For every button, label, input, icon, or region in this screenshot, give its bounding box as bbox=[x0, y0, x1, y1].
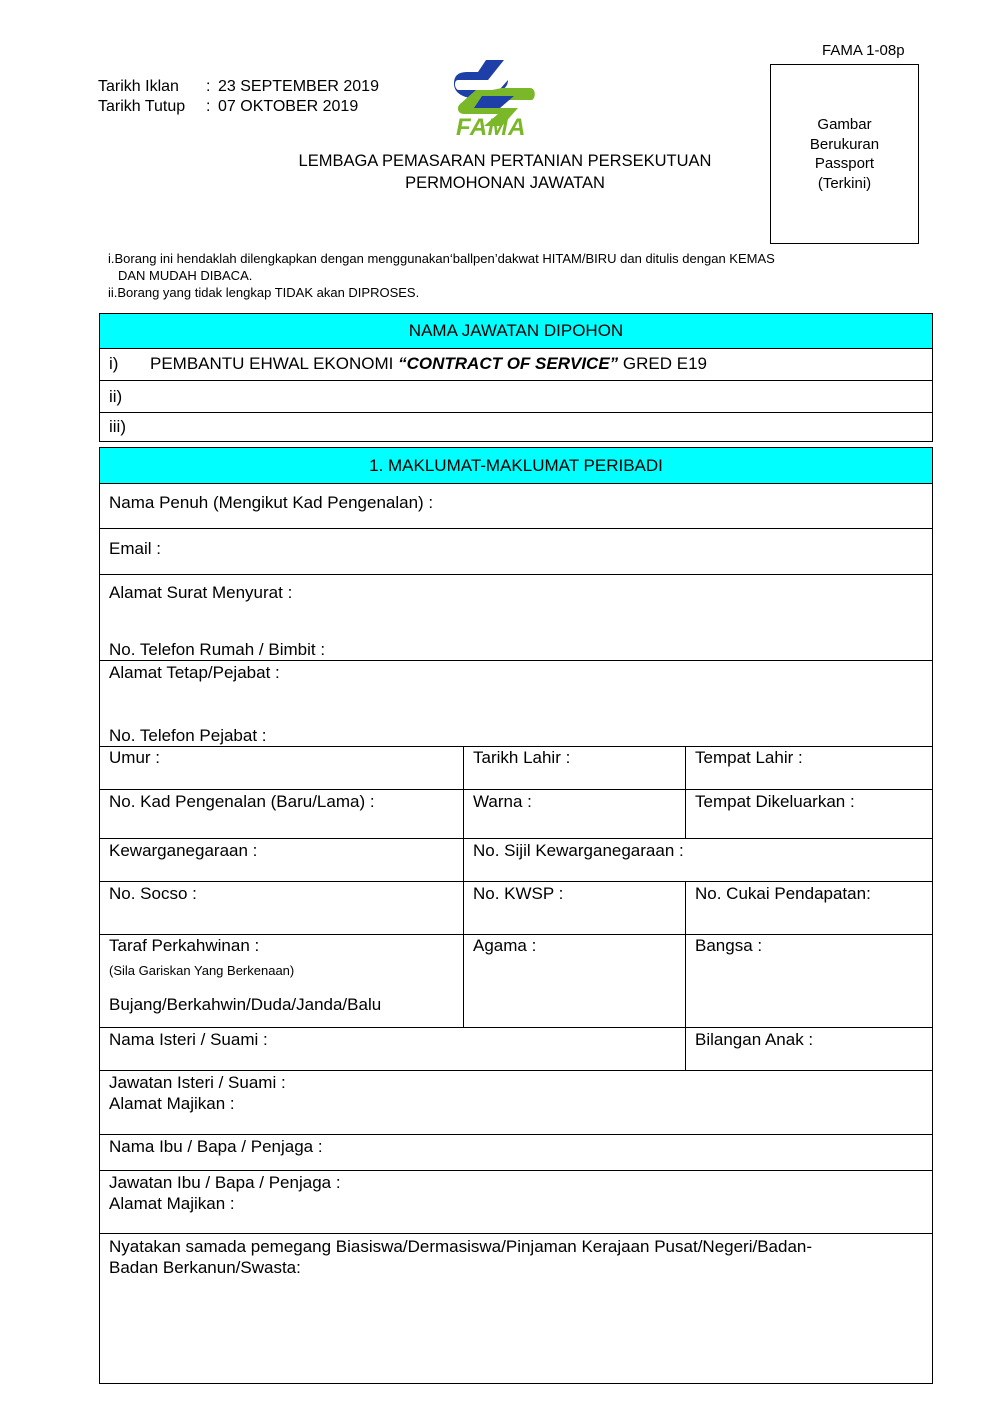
spouse-row bbox=[100, 1028, 932, 1071]
ic-color-label: Warna : bbox=[473, 792, 532, 811]
socso-row bbox=[100, 882, 932, 935]
full-name-field[interactable] bbox=[100, 483, 932, 529]
ad-date-label: Tarikh Iklan bbox=[98, 78, 179, 95]
spouse-job-field[interactable] bbox=[100, 1071, 932, 1135]
age-label: Umur : bbox=[109, 748, 160, 767]
form-code: FAMA 1-08p bbox=[822, 42, 905, 59]
instructions bbox=[108, 250, 908, 301]
scholarship-line-1: Nyatakan samada pemegang Biasiswa/Dermasiswa/Pinjaman Kerajaan Pusat/Negeri/Badan- bbox=[109, 1237, 813, 1256]
parent-job-label: Jawatan Ibu / Bapa / Penjaga : bbox=[109, 1173, 341, 1192]
email-label: Email : bbox=[109, 539, 161, 558]
mail-address-field[interactable] bbox=[100, 575, 932, 661]
position-row-3[interactable] bbox=[100, 413, 932, 441]
marital-row bbox=[100, 935, 932, 1028]
full-name-label: Nama Penuh (Mengikut Kad Pengenalan) : bbox=[109, 493, 434, 512]
marital-label: Taraf Perkahwinan : bbox=[109, 936, 260, 955]
instruction-1-cont: DAN MUDAH DIBACA. bbox=[118, 268, 253, 283]
passport-photo-box[interactable] bbox=[770, 64, 919, 244]
form-title: PERMOHONAN JAWATAN bbox=[405, 174, 605, 192]
parent-employer-label: Alamat Majikan : bbox=[109, 1194, 235, 1213]
ic-number-label: No. Kad Pengenalan (Baru/Lama) : bbox=[109, 792, 375, 811]
spouse-job-label: Jawatan Isteri / Suami : bbox=[109, 1073, 286, 1092]
children-label: Bilangan Anak : bbox=[695, 1030, 814, 1049]
scholarship-field[interactable] bbox=[100, 1234, 932, 1383]
religion-label: Agama : bbox=[473, 936, 537, 955]
org-name: LEMBAGA PEMASARAN PERTANIAN PERSEKUTUAN bbox=[298, 152, 712, 170]
position-table-header bbox=[100, 314, 932, 349]
photo-line-4: (Terkini) bbox=[817, 174, 872, 192]
column-divider-1b bbox=[463, 882, 464, 1028]
position-row-3-number: iii) bbox=[109, 417, 126, 436]
ad-date-row bbox=[98, 77, 379, 97]
column-divider-2b bbox=[685, 882, 686, 1071]
org-heading bbox=[230, 150, 780, 194]
close-date-separator: : bbox=[206, 98, 211, 115]
citizenship-label: Kewarganegaraan : bbox=[109, 841, 258, 860]
position-row-1-text-b: GRED E19 bbox=[618, 354, 707, 373]
close-date-value: 07 OKTOBER 2019 bbox=[218, 98, 359, 115]
kwsp-label: No. KWSP : bbox=[473, 884, 564, 903]
permanent-address-label: Alamat Tetap/Pejabat : bbox=[109, 663, 280, 682]
spouse-employer-label: Alamat Majikan : bbox=[109, 1094, 235, 1113]
ic-row bbox=[100, 790, 932, 839]
position-row-1[interactable] bbox=[100, 348, 932, 381]
marital-hint: (Sila Gariskan Yang Berkenaan) bbox=[109, 963, 295, 978]
photo-line-3: Passport bbox=[814, 155, 875, 172]
birthplace-label: Tempat Lahir : bbox=[695, 748, 803, 767]
home-phone-label: No. Telefon Rumah / Bimbit : bbox=[109, 640, 326, 659]
race-label: Bangsa : bbox=[695, 936, 763, 955]
dob-label: Tarikh Lahir : bbox=[473, 748, 571, 767]
position-row-2-number: ii) bbox=[109, 386, 123, 406]
close-date-label: Tarikh Tutup bbox=[98, 98, 186, 115]
date-block bbox=[98, 77, 379, 117]
parent-job-field[interactable] bbox=[100, 1171, 932, 1234]
age-row bbox=[100, 747, 932, 790]
socso-label: No. Socso : bbox=[109, 884, 197, 903]
mail-address-label: Alamat Surat Menyurat : bbox=[109, 583, 293, 602]
tax-label: No. Cukai Pendapatan: bbox=[695, 884, 871, 903]
personal-info-title: 1. MAKLUMAT-MAKLUMAT PERIBADI bbox=[369, 455, 663, 475]
citizenship-cert-label: No. Sijil Kewarganegaraan : bbox=[473, 841, 684, 860]
photo-line-1: Gambar bbox=[817, 116, 872, 133]
ad-date-separator: : bbox=[206, 78, 211, 95]
parent-name-field[interactable] bbox=[100, 1135, 932, 1171]
photo-line-2: Berukuran bbox=[809, 135, 880, 153]
position-table bbox=[99, 313, 933, 442]
position-table-title: NAMA JAWATAN DIPOHON bbox=[408, 321, 624, 340]
spouse-name-label: Nama Isteri / Suami : bbox=[109, 1030, 268, 1049]
instruction-2: ii.Borang yang tidak lengkap TIDAK akan DIPROSES. bbox=[108, 285, 420, 300]
position-row-1-number: i) bbox=[109, 354, 119, 373]
instruction-1: i.Borang ini hendaklah dilengkapkan dengan menggunakan‘ballpen’dakwat HITAM/BIRU dan ditulis dengan KEMAS bbox=[108, 251, 775, 266]
column-divider-1a bbox=[463, 747, 464, 882]
personal-info-table bbox=[99, 447, 933, 1384]
ad-date-value: 23 SEPTEMBER 2019 bbox=[218, 78, 379, 95]
parent-name-label: Nama Ibu / Bapa / Penjaga : bbox=[109, 1137, 323, 1156]
close-date-row bbox=[98, 97, 379, 117]
email-field[interactable] bbox=[100, 529, 932, 575]
permanent-address-field[interactable] bbox=[100, 661, 932, 747]
marital-options[interactable]: Bujang/Berkahwin/Duda/Janda/Balu bbox=[109, 995, 382, 1014]
scholarship-line-2: Badan Berkanun/Swasta: bbox=[109, 1258, 301, 1277]
position-row-2[interactable] bbox=[100, 381, 932, 413]
position-row-1-emphasis: “CONTRACT OF SERVICE” bbox=[398, 354, 619, 373]
position-row-1-text-a: PEMBANTU EHWAL EKONOMI bbox=[150, 354, 399, 373]
office-phone-label: No. Telefon Pejabat : bbox=[109, 726, 267, 745]
column-divider-2a bbox=[685, 747, 686, 839]
logo-text: FAMA bbox=[456, 114, 526, 141]
citizenship-row bbox=[100, 839, 932, 882]
personal-info-header bbox=[100, 448, 932, 484]
issue-place-label: Tempat Dikeluarkan : bbox=[695, 792, 855, 811]
